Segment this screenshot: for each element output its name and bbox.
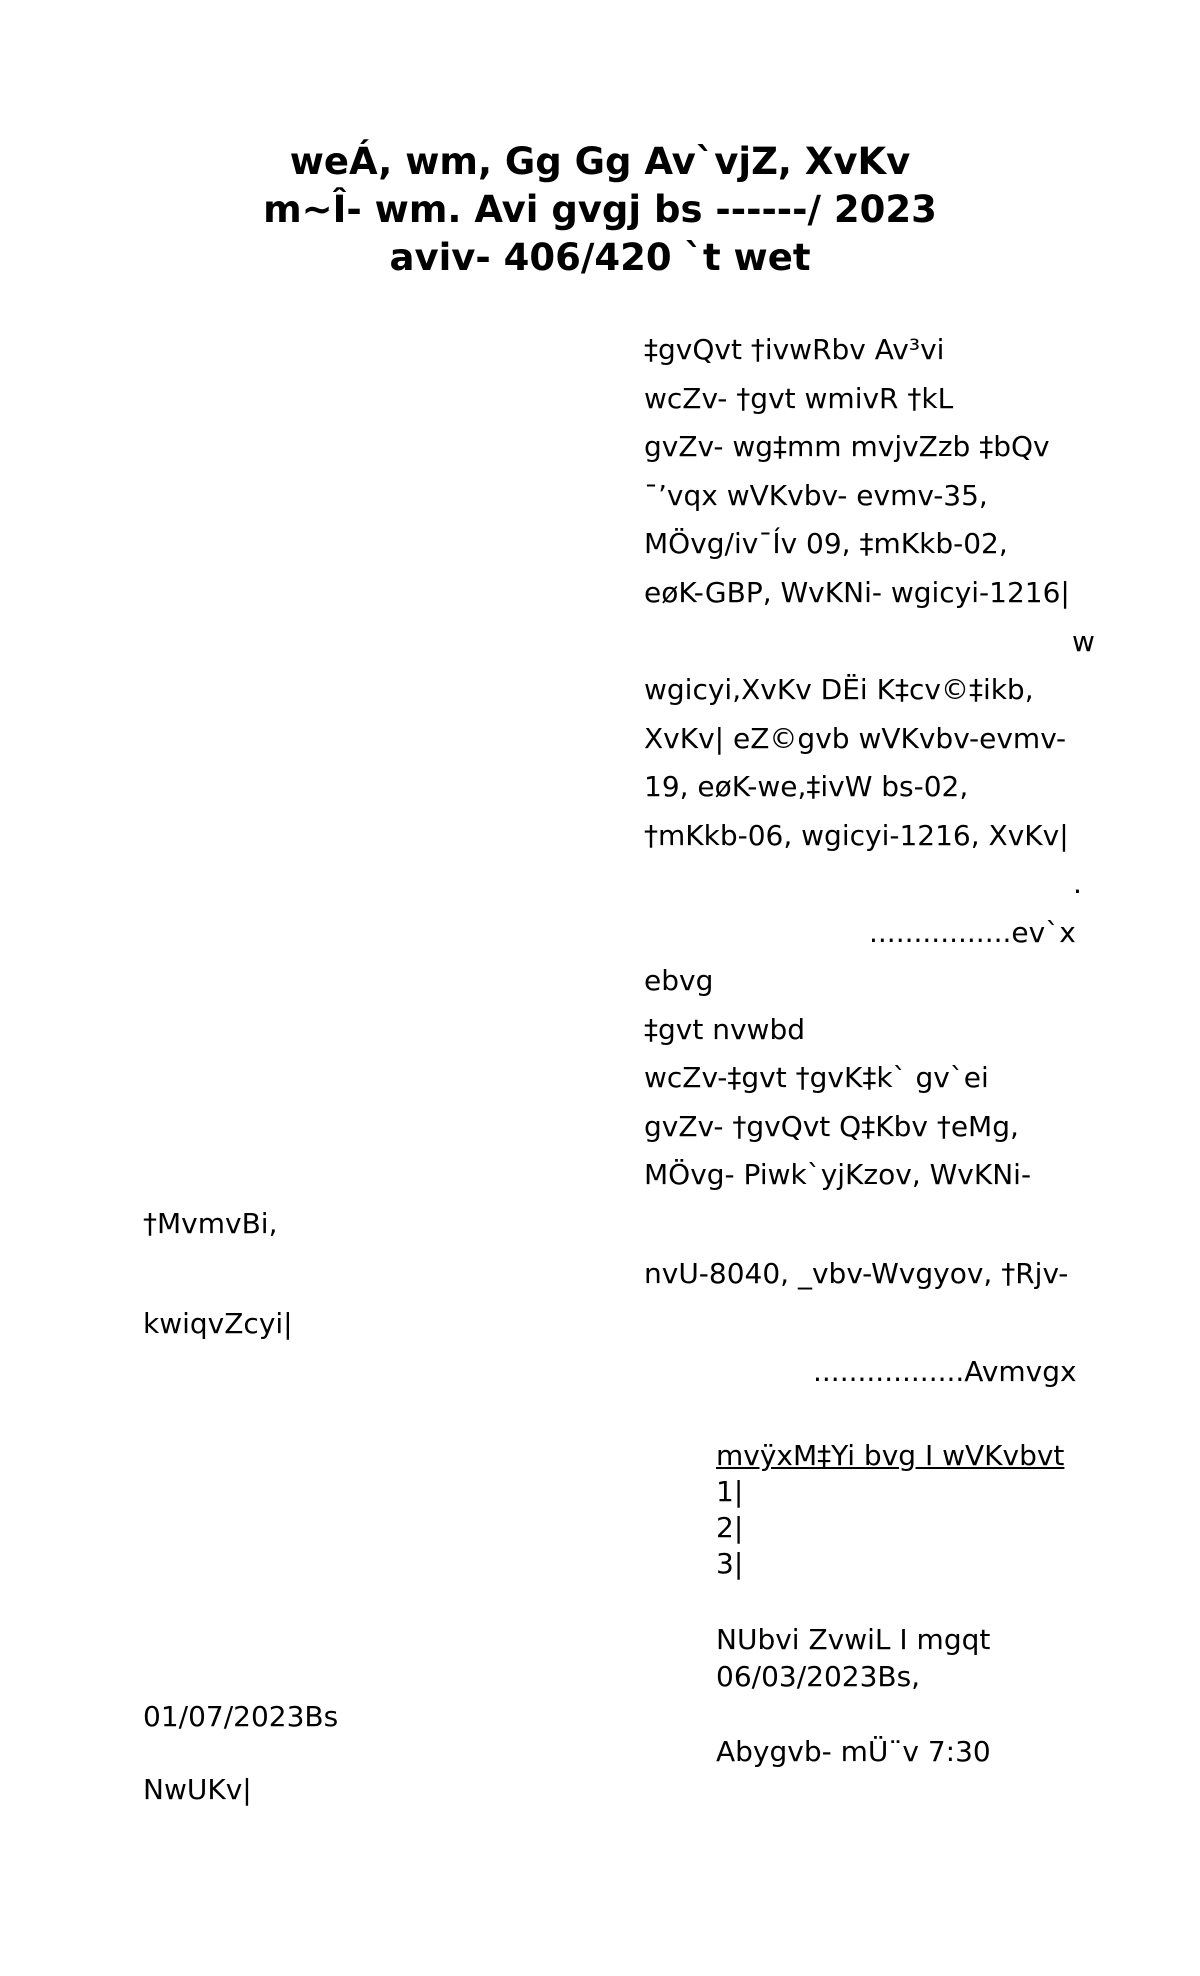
plaintiff-role: ................ev`x — [869, 916, 1076, 949]
accused-village: MÖvg- Piwk`yjKzov, WvKNi- — [644, 1158, 1032, 1191]
plaintiff-address-3: eøK-GBP, WvKNi- wgicyi-1216| — [644, 576, 1070, 609]
accused-union: †MvmvBi, — [143, 1207, 278, 1240]
plaintiff-dot-mark: . — [1073, 867, 1082, 900]
event-label: NUbvi ZvwiL I mgqt — [716, 1623, 991, 1656]
witness-item: 3| — [716, 1547, 744, 1580]
versus-label: ebvg — [644, 964, 714, 997]
accused-address: nvU-8040, _vbv-Wvgyov, †Rjv- — [644, 1257, 1069, 1290]
plaintiff-father: wcZv- †gvt wmivR †kL — [644, 382, 954, 415]
header-section-line: aviv- 406/420 `t wet — [389, 236, 811, 279]
plaintiff-mother: gvZv- wg‡mm mvjvZzb ‡bQv — [644, 430, 1050, 463]
header-case-no-line: m~Î- wm. Avi gvgj bs ------/ 2023 — [263, 188, 937, 231]
plaintiff-present-2: XvKv| eZ©gvb wVKvbv-evmv- — [644, 722, 1067, 755]
filing-date: 01/07/2023Bs — [143, 1700, 339, 1733]
plaintiff-present-4: †mKkb-06, wgicyi-1216, XvKv| — [644, 819, 1069, 852]
witness-list — [716, 1438, 1064, 1582]
event-time: Abygvb- mÜ¨v 7:30 — [716, 1735, 991, 1768]
case-header — [0, 138, 1200, 282]
header-court-line: weÁ, wm, Gg Gg Av`vjZ, XvKv — [289, 140, 911, 183]
witness-heading: mvÿxM‡Yi bvg I wVKvbvt — [716, 1439, 1065, 1472]
plaintiff-address-1: ¯’vqx wVKvbv- evmv-35, — [644, 479, 988, 512]
plaintiff-w-mark: w — [1072, 625, 1095, 658]
accused-father: wcZv-‡gvt †gvK‡k` gv`ei — [644, 1061, 989, 1094]
accused-mother: gvZv- †gvQvt Q‡Kbv †eMg, — [644, 1110, 1019, 1143]
witness-item: 1| — [716, 1475, 744, 1508]
accused-role: .................Avmvgx — [813, 1355, 1077, 1388]
plaintiff-present-1: wgicyi,XvKv DËi K‡cv©‡ikb, — [644, 673, 1034, 706]
filing-place: NwUKv| — [143, 1773, 252, 1806]
witness-item: 2| — [716, 1511, 744, 1544]
plaintiff-name: ‡gvQvt †ivwRbv Av³vi — [644, 333, 945, 366]
plaintiff-address-2: MÖvg/iv¯Ív 09, ‡mKkb-02, — [644, 527, 1008, 560]
accused-district: kwiqvZcyi| — [143, 1307, 293, 1340]
event-date: 06/03/2023Bs, — [716, 1660, 921, 1693]
plaintiff-present-3: 19, eøK-we,‡ivW bs-02, — [644, 770, 969, 803]
accused-name: ‡gvt nvwbd — [644, 1013, 805, 1046]
